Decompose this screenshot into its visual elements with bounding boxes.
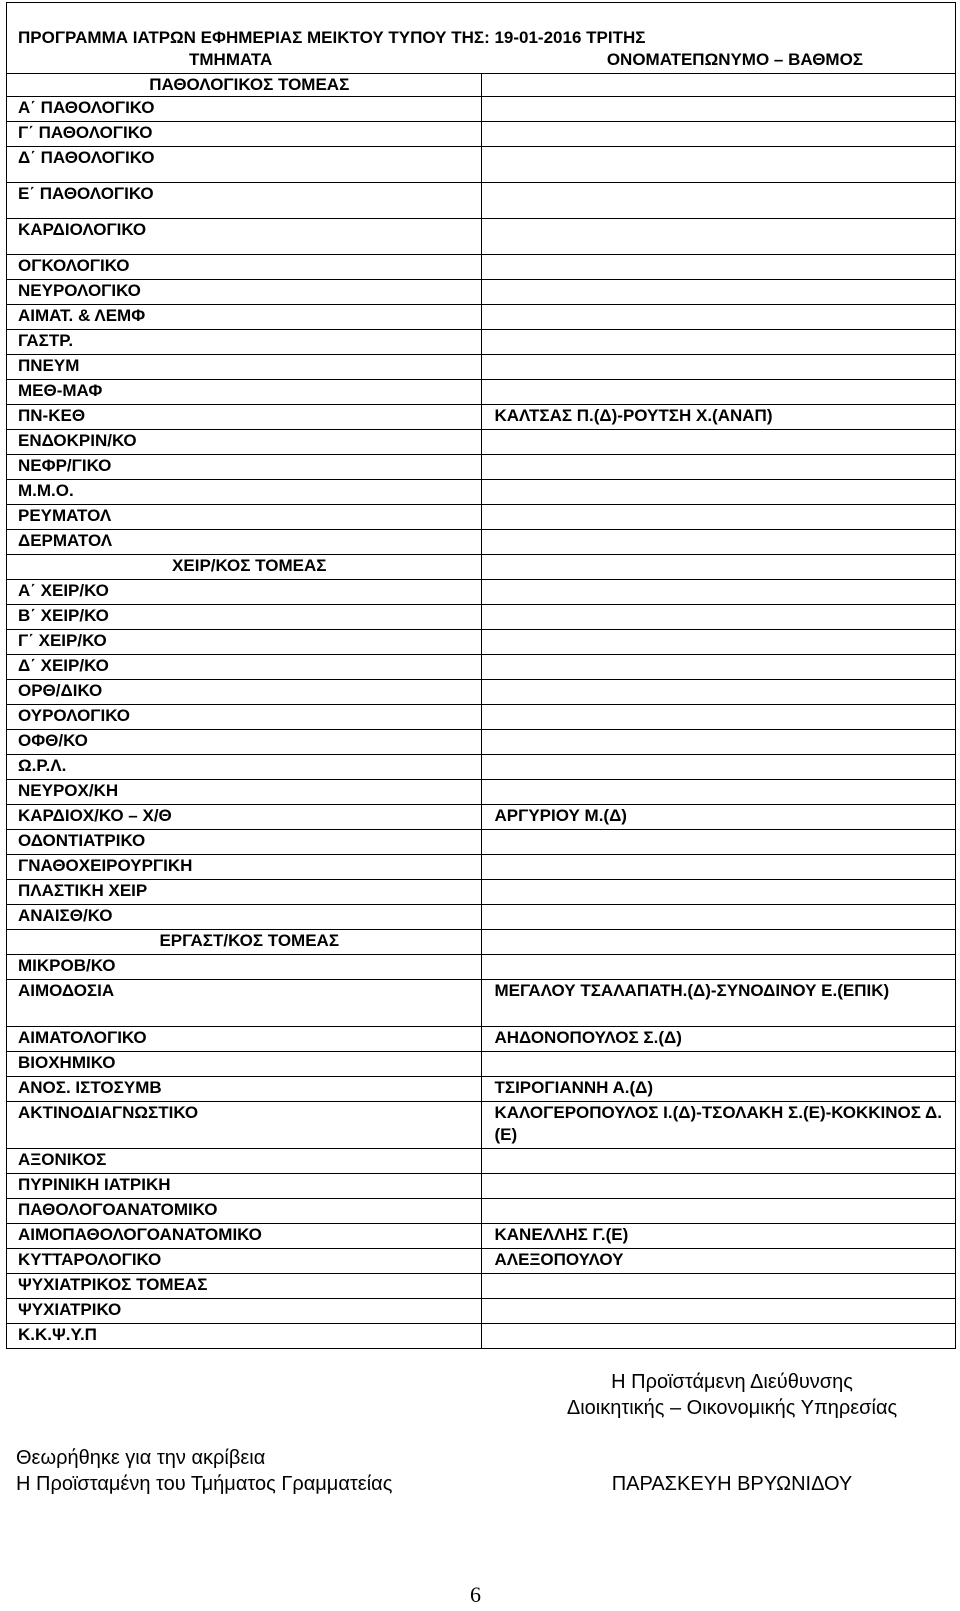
table-row: [7, 705, 956, 730]
table-row: [7, 1027, 956, 1052]
table-row: [7, 655, 956, 680]
table-row: [7, 355, 956, 380]
department-name: ΑΙΜΑΤ. & ΛΕΜΦ: [7, 305, 482, 330]
department-name: ΠΝ-ΚΕΘ: [7, 405, 482, 430]
table-row: [7, 305, 956, 330]
department-name: ΠΝΕΥΜ: [7, 355, 482, 380]
table-row: [7, 380, 956, 405]
department-name: ΚΑΡΔΙΟΛΟΓΙΚΟ: [7, 219, 482, 255]
table-row: [7, 880, 956, 905]
department-name: ΔΕΡΜΑΤΟΛ: [7, 530, 482, 555]
doctor-name: [481, 655, 956, 680]
doctor-name: [481, 380, 956, 405]
table-row: [7, 219, 956, 255]
table-row: [7, 1077, 956, 1102]
sector-name: ΠΑΘΟΛΟΓΙΚΟΣ ΤΟΜΕΑΣ: [7, 74, 482, 97]
department-name: ΨΥΧΙΑΤΡΙΚΟ: [7, 1299, 482, 1324]
department-name: ΓΑΣΤΡ.: [7, 330, 482, 355]
doctor-name: ΑΡΓΥΡΙΟΥ Μ.(Δ): [481, 805, 956, 830]
department-name: Β΄ ΧΕΙΡ/ΚΟ: [7, 605, 482, 630]
department-name: ΒΙΟΧΗΜΙΚΟ: [7, 1052, 482, 1077]
doctor-name: [481, 1324, 956, 1349]
table-row: [7, 405, 956, 430]
doctor-name: ΑΛΕΞΟΠΟΥΛΟΥ: [481, 1249, 956, 1274]
doctor-name: ΚΑΝΕΛΛΗΣ Γ.(Ε): [481, 1224, 956, 1249]
department-name: ΑΚΤΙΝΟΔΙΑΓΝΩΣΤΙΚΟ: [7, 1102, 482, 1149]
header-departments: ΤΜΗΜΑΤΑ: [189, 50, 273, 69]
department-name: ΠΑΘΟΛΟΓΟΑΝΑΤΟΜΙΚΟ: [7, 1199, 482, 1224]
table-row: [7, 1102, 956, 1149]
department-name: ΝΕΥΡΟΛΟΓΙΚΟ: [7, 280, 482, 305]
doctor-name: [481, 505, 956, 530]
table-row: [7, 1299, 956, 1324]
doctor-name: [481, 930, 956, 955]
table-row: [7, 905, 956, 930]
table-row: [7, 630, 956, 655]
doctor-name: [481, 905, 956, 930]
doctor-name: ΜΕΓΑΛΟΥ ΤΣΑΛΑΠΑΤΗ.(Δ)-ΣΥΝΟΔΙΝΟΥ Ε.(ΕΠΙΚ): [481, 980, 956, 1027]
left-sign-line1: Θεωρήθηκε για την ακρίβεια: [16, 1447, 266, 1469]
department-name: ΟΓΚΟΛΟΓΙΚΟ: [7, 255, 482, 280]
department-name: Γ΄ ΠΑΘΟΛΟΓΙΚΟ: [7, 122, 482, 147]
table-row: [7, 330, 956, 355]
table-row: [7, 730, 956, 755]
department-name: ΟΥΡΟΛΟΓΙΚΟ: [7, 705, 482, 730]
department-name: ΑΙΜΟΔΟΣΙΑ: [7, 980, 482, 1027]
table-row: [7, 1249, 956, 1274]
doctor-name: [481, 219, 956, 255]
page-number: 6: [470, 1582, 481, 1607]
doctor-name: [481, 755, 956, 780]
department-name: ΜΙΚΡΟΒ/ΚΟ: [7, 955, 482, 980]
doctor-name: [481, 730, 956, 755]
department-name: ΝΕΦΡ/ΓΙΚΟ: [7, 455, 482, 480]
title-row: [7, 3, 956, 50]
table-row: [7, 855, 956, 880]
table-row: [7, 605, 956, 630]
header-cell: [7, 49, 956, 74]
table-row: [7, 97, 956, 122]
table-row: [7, 122, 956, 147]
table-row: [7, 780, 956, 805]
table-row: [7, 530, 956, 555]
department-name: Α΄ ΠΑΘΟΛΟΓΙΚΟ: [7, 97, 482, 122]
department-name: ΝΕΥΡΟΧ/ΚΗ: [7, 780, 482, 805]
table-row: [7, 1224, 956, 1249]
sector-name: ΕΡΓΑΣΤ/ΚΟΣ ΤΟΜΕΑΣ: [7, 930, 482, 955]
sector-row: [7, 930, 956, 955]
table-row: [7, 147, 956, 183]
doctor-name: [481, 880, 956, 905]
doctor-name: [481, 605, 956, 630]
doctor-name: [481, 255, 956, 280]
table-row: [7, 805, 956, 830]
sector-name: ΧΕΙΡ/ΚΟΣ ΤΟΜΕΑΣ: [7, 555, 482, 580]
doctor-name: [481, 680, 956, 705]
table-row: [7, 680, 956, 705]
department-name: ΑΙΜΟΠΑΘΟΛΟΓΟΑΝΑΤΟΜΙΚΟ: [7, 1224, 482, 1249]
right-signature-block: [542, 1369, 922, 1497]
doctor-name: [481, 780, 956, 805]
doctor-name: ΤΣΙΡΟΓΙΑΝΝΗ Α.(Δ): [481, 1077, 956, 1102]
doctor-name: [481, 122, 956, 147]
department-name: ΟΔΟΝΤΙΑΤΡΙΚΟ: [7, 830, 482, 855]
doctor-name: [481, 1299, 956, 1324]
table-row: [7, 1324, 956, 1349]
right-sign-line1: Η Προϊστάμενη Διεύθυνσης: [611, 1371, 853, 1393]
doctor-name: [481, 1149, 956, 1174]
table-row: [7, 980, 956, 1027]
doctor-name: [481, 955, 956, 980]
department-name: ΚΑΡΔΙΟΧ/ΚΟ – Χ/Θ: [7, 805, 482, 830]
doctor-name: [481, 705, 956, 730]
department-name: ΓΝΑΘΟΧΕΙΡΟΥΡΓΙΚΗ: [7, 855, 482, 880]
department-name: Α΄ ΧΕΙΡ/ΚΟ: [7, 580, 482, 605]
doctor-name: ΚΑΛΟΓΕΡΟΠΟΥΛΟΣ Ι.(Δ)-ΤΣΟΛΑΚΗ Σ.(Ε)-ΚΟΚΚΙΝΟΣ Δ.(Ε): [481, 1102, 956, 1149]
sector-row: [7, 74, 956, 97]
doctor-name: [481, 355, 956, 380]
table-row: [7, 1174, 956, 1199]
table-row: [7, 830, 956, 855]
department-name: Δ΄ ΠΑΘΟΛΟΓΙΚΟ: [7, 147, 482, 183]
right-sign-line2: Διοικητικής – Οικονομικής Υπηρεσίας: [566, 1397, 898, 1419]
left-sign-line2: Η Προϊσταμένη του Τμήματος Γραμματείας: [16, 1473, 393, 1495]
department-name: ΑΝΑΙΣΘ/ΚΟ: [7, 905, 482, 930]
department-name: ΠΛΑΣΤΙΚΗ ΧΕΙΡ: [7, 880, 482, 905]
header-row: [7, 49, 956, 74]
doctor-name: [481, 147, 956, 183]
doctor-name: [481, 330, 956, 355]
table-row: [7, 505, 956, 530]
doctor-name: [481, 1274, 956, 1299]
doctor-name: [481, 280, 956, 305]
doctor-name: [481, 455, 956, 480]
doctor-name: [481, 97, 956, 122]
duty-roster-table: [6, 2, 956, 1349]
department-name: ΑΝΟΣ. ΙΣΤΟΣΥΜΒ: [7, 1077, 482, 1102]
doctor-name: ΑΗΔΟΝΟΠΟΥΛΟΣ Σ.(Δ): [481, 1027, 956, 1052]
department-name: ΚΥΤΤΑΡΟΛΟΓΙΚΟ: [7, 1249, 482, 1274]
table-row: [7, 183, 956, 219]
doctor-name: ΚΑΛΤΣΑΣ Π.(Δ)-ΡΟΥΤΣΗ Χ.(ΑΝΑΠ): [481, 405, 956, 430]
department-name: ΑΞΟΝΙΚΟΣ: [7, 1149, 482, 1174]
department-name: ΠΥΡΙΝΙΚΗ ΙΑΤΡΙΚΗ: [7, 1174, 482, 1199]
doctor-name: [481, 580, 956, 605]
department-name: ΜΕΘ-ΜΑΦ: [7, 380, 482, 405]
table-row: [7, 755, 956, 780]
department-name: Μ.Μ.Ο.: [7, 480, 482, 505]
doctor-name: [481, 480, 956, 505]
doctor-name: [481, 305, 956, 330]
doctor-name: [481, 430, 956, 455]
department-name: ΡΕΥΜΑΤΟΛ: [7, 505, 482, 530]
department-name: ΑΙΜΑΤΟΛΟΓΙΚΟ: [7, 1027, 482, 1052]
doctor-name: [481, 530, 956, 555]
table-row: [7, 280, 956, 305]
document-title: ΠΡΟΓΡΑΜΜΑ ΙΑΤΡΩΝ ΕΦΗΜΕΡΙΑΣ ΜΕΙΚΤΟΥ ΤΥΠΟΥ ΤΗΣ: 19-01-2016 ΤΡΙΤΗΣ: [7, 3, 956, 50]
table-row: [7, 255, 956, 280]
doctor-name: [481, 183, 956, 219]
table-row: [7, 430, 956, 455]
sector-row: [7, 555, 956, 580]
table-row: [7, 480, 956, 505]
doctor-name: [481, 1199, 956, 1224]
doctor-name: [481, 830, 956, 855]
table-row: [7, 1199, 956, 1224]
table-row: [7, 455, 956, 480]
department-name: Ε΄ ΠΑΘΟΛΟΓΙΚΟ: [7, 183, 482, 219]
department-name: Κ.Κ.Ψ.Υ.Π: [7, 1324, 482, 1349]
doctor-name: [481, 630, 956, 655]
right-sign-name: ΠΑΡΑΣΚΕΥΗ ΒΡΥΩΝΙΔΟΥ: [611, 1473, 853, 1495]
department-name: ΟΡΘ/ΔΙΚΟ: [7, 680, 482, 705]
department-name: ΟΦΘ/ΚΟ: [7, 730, 482, 755]
table-row: [7, 1149, 956, 1174]
department-name: ΕΝΔΟΚΡΙΝ/ΚΟ: [7, 430, 482, 455]
doctor-name: [481, 74, 956, 97]
doctor-name: [481, 1052, 956, 1077]
department-name: Ω.Ρ.Λ.: [7, 755, 482, 780]
header-doctor: ΟΝΟΜΑΤΕΠΩΝΥΜΟ – ΒΑΘΜΟΣ: [606, 50, 863, 69]
table-row: [7, 1274, 956, 1299]
department-name: Δ΄ ΧΕΙΡ/ΚΟ: [7, 655, 482, 680]
doctor-name: [481, 1174, 956, 1199]
doctor-name: [481, 555, 956, 580]
left-signature-block: [16, 1445, 392, 1497]
table-row: [7, 580, 956, 605]
table-row: [7, 955, 956, 980]
table-row: [7, 1052, 956, 1077]
department-name: Γ΄ ΧΕΙΡ/ΚΟ: [7, 630, 482, 655]
doctor-name: [481, 855, 956, 880]
department-name: ΨΥΧΙΑΤΡΙΚΟΣ ΤΟΜΕΑΣ: [7, 1274, 482, 1299]
